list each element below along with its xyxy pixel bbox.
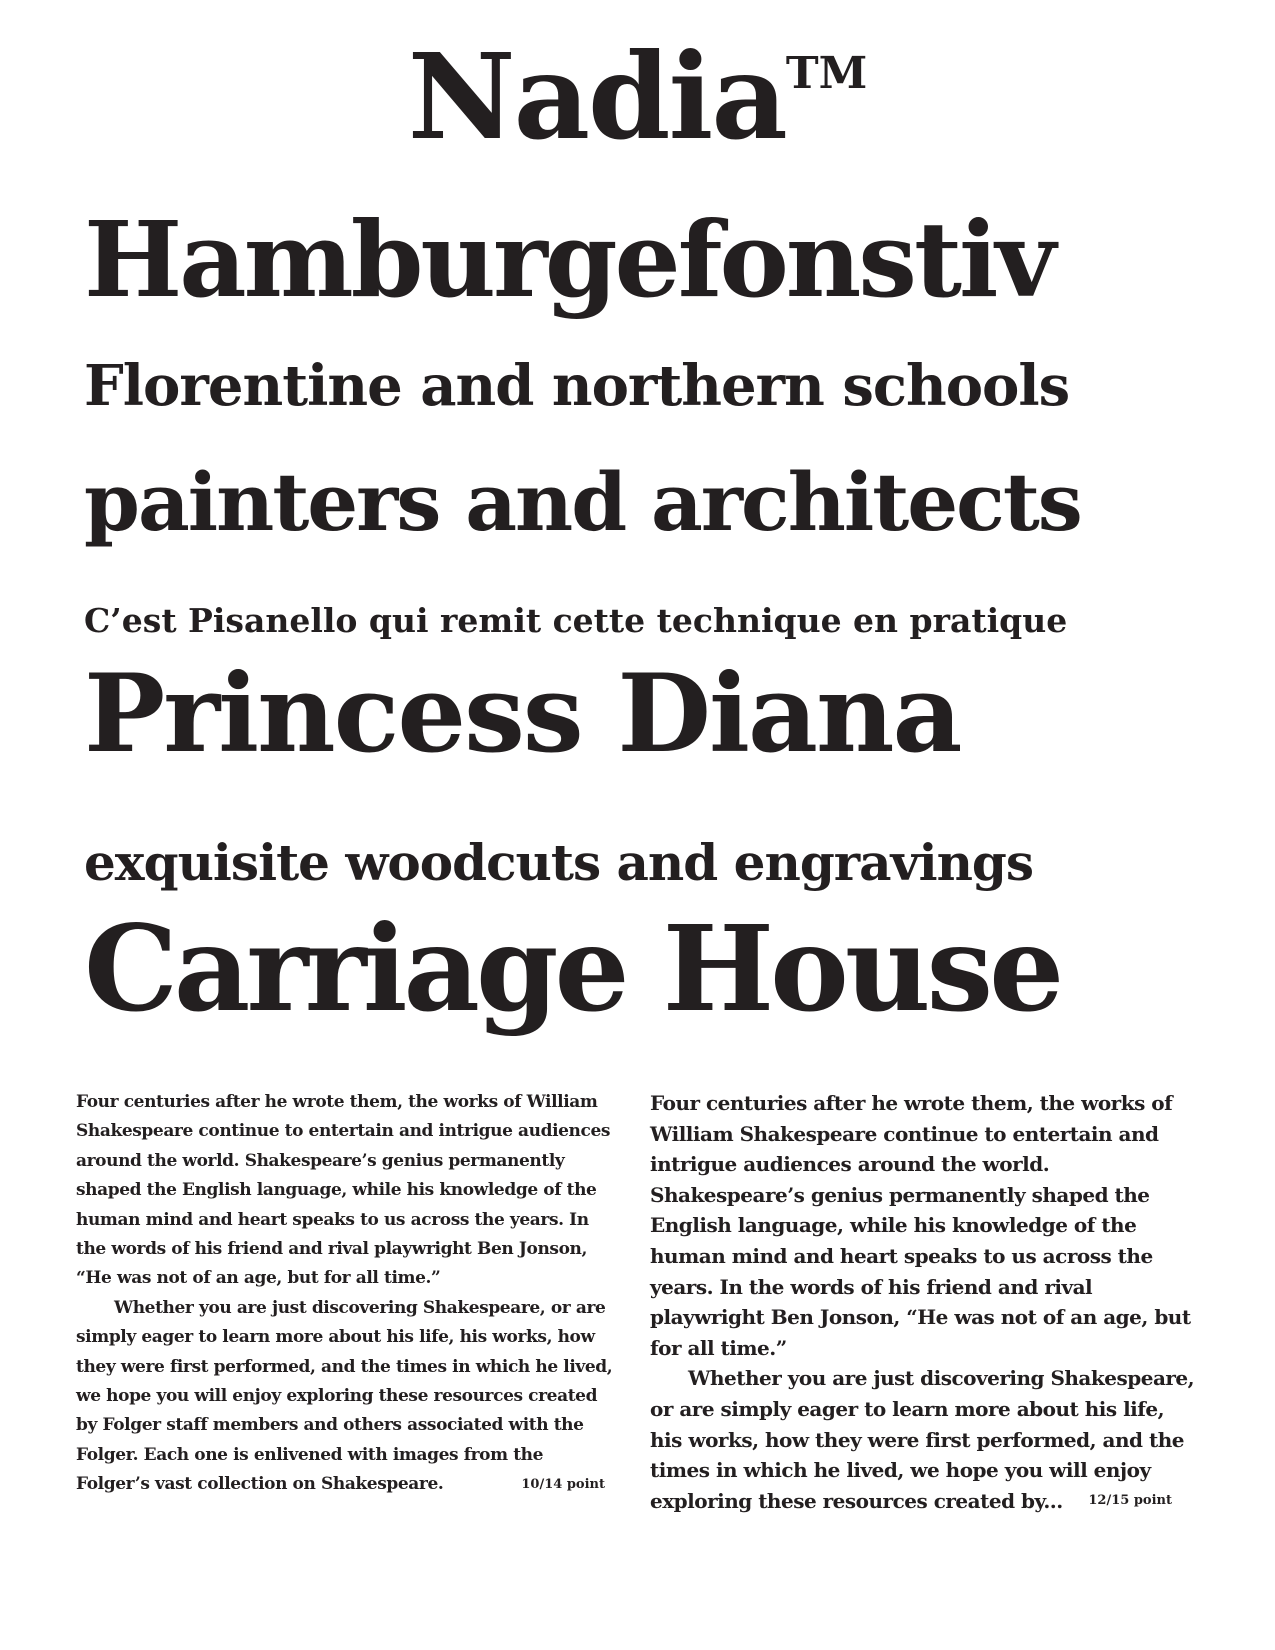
text-column-10-14 (76, 1088, 621, 1500)
specimen-line-7: Carriage House (84, 899, 1061, 1038)
point-size-label: 10/14 point (521, 1477, 605, 1493)
specimen-line-6: exquisite woodcuts and engravings (84, 833, 1034, 892)
trademark-mark: TM (785, 48, 868, 99)
body-paragraph: Four centuries after he wrote them, the works of William Shakespeare continue to entertain and intrigue audiences around the world. Shakespeare’s genius permanently shaped the English language, while his knowledge of the human mind and heart speaks to us across the years. In the words of his friend and rival playwright Ben Jonson, “He was not of an age, but for all time.” (76, 1092, 611, 1289)
body-paragraph (76, 1294, 621, 1500)
body-paragraph: Four centuries after he wrote them, the works of William Shakespeare continue to entertain and intrigue audiences around the world. Shakespeare’s genius permanently shaped the English language, while his knowledge of the human mind and heart speaks to us across the years. In the words of his friend and rival playwright Ben Jonson, “He was not of an age, but for all time.” (650, 1091, 1191, 1360)
specimen-line-2: Florentine and northern schools (84, 353, 1070, 419)
body-paragraph (650, 1363, 1198, 1516)
text-column-12-15 (650, 1088, 1198, 1516)
body-paragraph-text: Whether you are just discovering Shakespeare, or are simply eager to learn more about his life, his works, how they were first performed, and the times in which he lived, we hope you will enjoy exploring these resources created by... (650, 1366, 1195, 1513)
font-name: Nadia (407, 27, 786, 166)
specimen-line-4: C’est Pisanello qui remit cette technique en pratique (84, 601, 1068, 640)
specimen-title (0, 27, 1275, 166)
body-paragraph-text: Whether you are just discovering Shakespeare, or are simply eager to learn more about his life, his works, how they were first performed, and the times in which he lived, we hope you will enjoy exploring these resources created by Folger staff members and others associated with the Folger. Each one is enlivened with images from the Folger’s vast collection on Shakespeare. (76, 1297, 613, 1495)
specimen-line-1: Hamburgefonstiv (84, 198, 1053, 321)
point-size-label: 12/15 point (1088, 1492, 1172, 1508)
specimen-line-3: painters and architects (84, 455, 1081, 549)
specimen-line-5: Princess Diana (84, 651, 961, 777)
